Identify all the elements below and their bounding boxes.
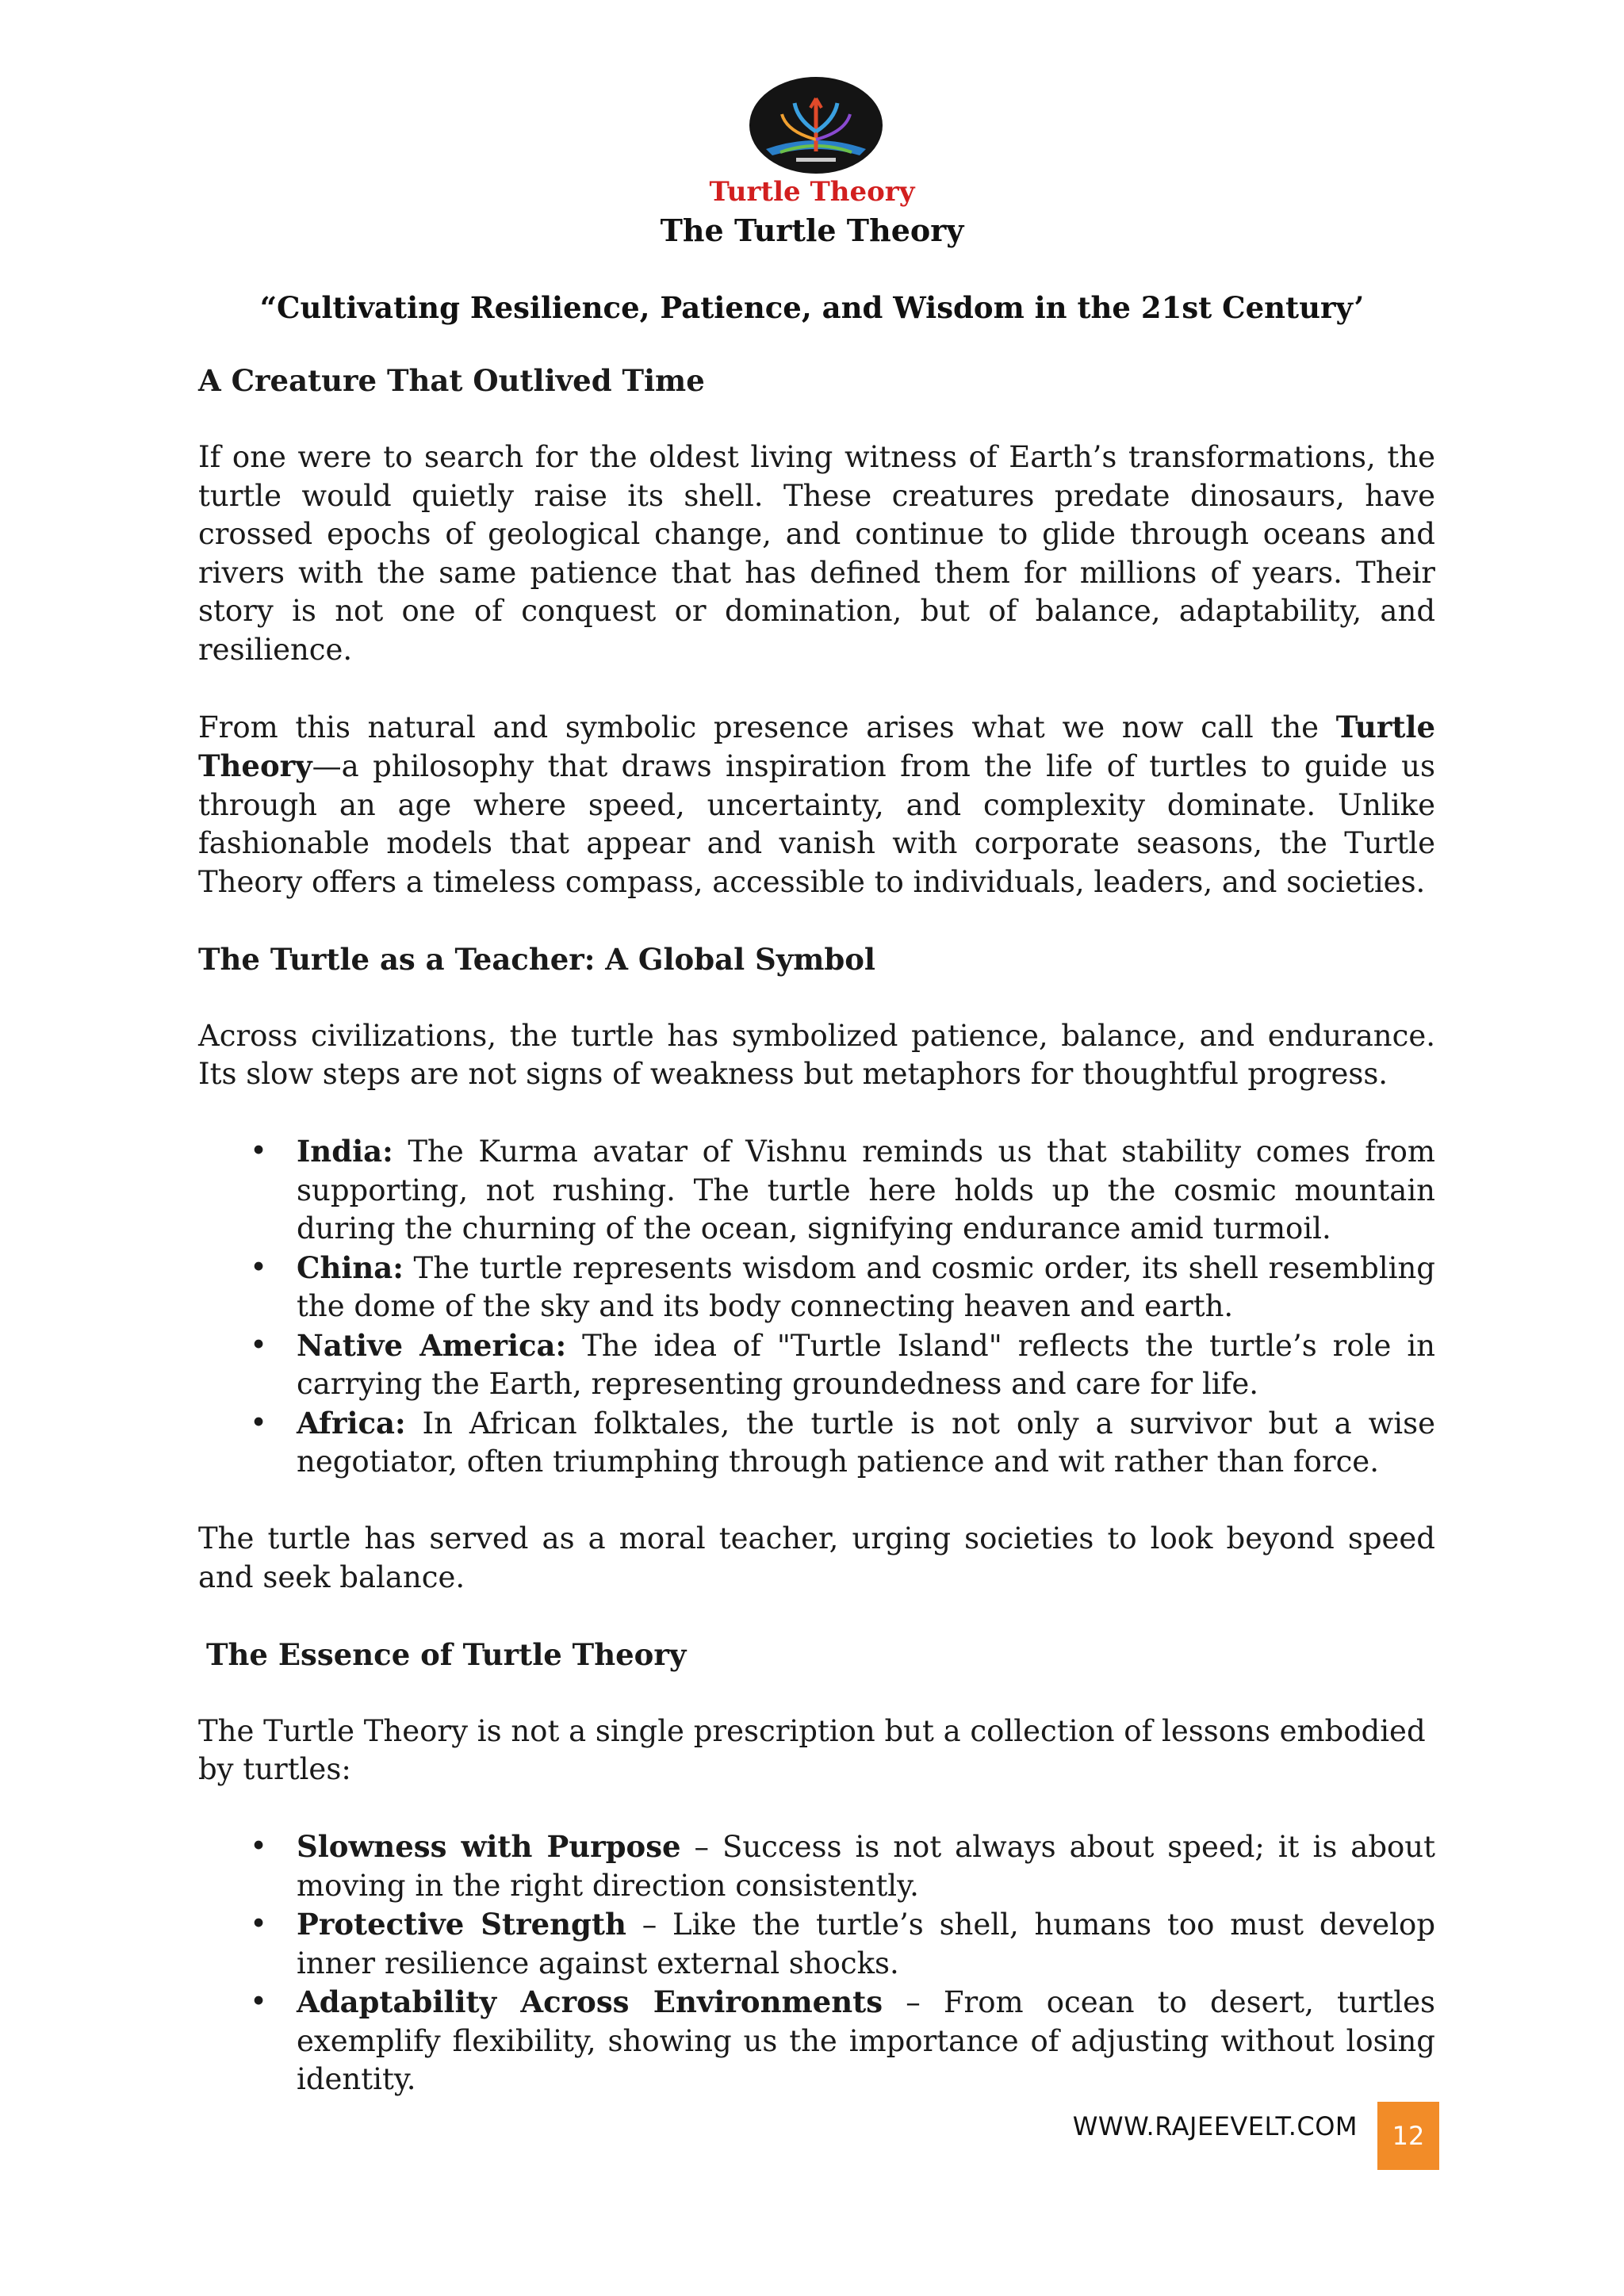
section-heading: A Creature That Outlived Time <box>198 363 705 398</box>
paragraph <box>198 708 1435 902</box>
list-item <box>198 1905 1435 1983</box>
paragraph: The turtle has served as a moral teacher, urging societies to look beyond speed and seek balance. <box>198 1521 1435 1594</box>
list-item <box>198 1326 1435 1404</box>
symbol-list <box>198 1132 1435 1482</box>
paragraph-text: From this natural and symbolic presence arises what we now call the <box>198 710 1336 744</box>
list-item-text: In African folktales, the turtle is not only a survivor but a wise negotiator, often triumphing through patience and wit rather than force. <box>297 1406 1435 1479</box>
section-heading: The Essence of Turtle Theory <box>206 1636 687 1672</box>
list-item-label: India: <box>297 1134 393 1169</box>
list-item-label: China: <box>297 1249 404 1285</box>
list-item-label: Slowness with Purpose <box>297 1829 681 1864</box>
article-body <box>198 362 1435 2099</box>
list-item <box>198 1132 1435 1249</box>
footer-website-link[interactable]: WWW.RAJEEVELT.COM <box>1072 2111 1358 2141</box>
bullet-icon: • <box>250 1984 267 2019</box>
list-item-text: The Kurma avatar of Vishnu reminds us that stability comes from supporting, not rushing. The turtle here holds up the cosmic mountain during the churning of the ocean, signifying endurance amid turmoil. <box>297 1135 1435 1246</box>
bullet-icon: • <box>250 1907 267 1941</box>
bullet-icon: • <box>250 1249 267 1284</box>
paragraph-text: —a philosophy that draws inspiration from the life of turtles to guide us through an age where speed, uncertainty, and complexity dominate. Unlike fashionable models that appear and vanish with corporate seasons, the Turtle Theory offers a timeless compass, accessible to individuals, leaders, and societies. <box>198 749 1435 899</box>
list-item <box>198 1827 1435 1905</box>
paragraph: If one were to search for the oldest living witness of Earth’s transformations, the turtle would quietly raise its shell. These creatures predate dinosaurs, have crossed epochs of geological change, and continue to glide through oceans and rivers with the same patience that has defined them for millions of years. Their story is not one of conquest or domination, but of balance, adaptability, and resilience. <box>198 440 1435 667</box>
list-item-text: The idea of "Turtle Island" reflects the turtle’s role in carrying the Earth, representing groundedness and care for life. <box>297 1328 1435 1401</box>
list-item-text: – From ocean to desert, turtles exemplify flexibility, showing us the importance of adjusting without losing identity. <box>297 1985 1435 2096</box>
bullet-icon: • <box>250 1405 267 1440</box>
emphasis-text: Turtle Theory <box>198 709 1435 783</box>
list-item-label: Africa: <box>297 1405 406 1441</box>
bullet-icon: • <box>250 1829 267 1863</box>
list-item-text: The turtle represents wisdom and cosmic order, its shell resembling the dome of the sky and its body connecting heaven and earth. <box>297 1250 1435 1323</box>
list-item-label: Protective Strength <box>297 1907 626 1942</box>
page-title: The Turtle Theory <box>660 212 964 248</box>
paragraph: The Turtle Theory is not a single prescription but a collection of lessons embodied by turtles: <box>198 1713 1426 1786</box>
list-item <box>198 1404 1435 1482</box>
list-item <box>198 1983 1435 2099</box>
bullet-icon: • <box>250 1327 267 1362</box>
list-item-label: Adaptability Across Environments <box>297 1984 883 2019</box>
lessons-list <box>198 1827 1435 2099</box>
paragraph: Across civilizations, the turtle has symbolized patience, balance, and endurance. Its slow steps are not signs of weakness but metaphors for thoughtful progress. <box>198 1018 1435 1091</box>
bullet-icon: • <box>250 1134 267 1168</box>
brand-title: Turtle Theory <box>709 176 915 208</box>
list-item-text: – Success is not always about speed; it is about moving in the right direction consistently. <box>297 1830 1435 1903</box>
section-heading: The Turtle as a Teacher: A Global Symbol <box>198 941 875 977</box>
list-item-text: – Like the turtle’s shell, humans too must develop inner resilience against external shocks. <box>297 1908 1435 1980</box>
page-number-badge: 12 <box>1377 2102 1439 2170</box>
list-item <box>198 1249 1435 1326</box>
turtle-theory-logo-icon <box>749 76 883 174</box>
list-item-label: Native America: <box>297 1327 567 1363</box>
page-subtitle: “Cultivating Resilience, Patience, and Wisdom in the 21st Century’ <box>259 290 1365 325</box>
